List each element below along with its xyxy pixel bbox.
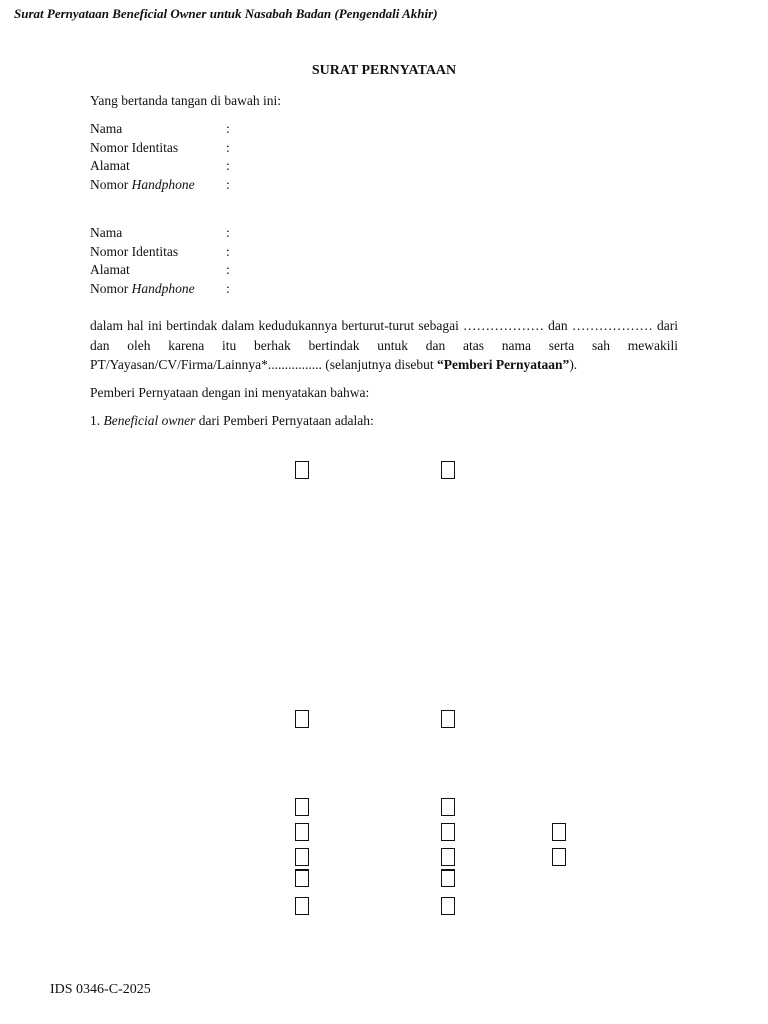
checkbox[interactable] xyxy=(295,461,309,479)
item-1-rest: dari Pemberi Pernyataan adalah: xyxy=(195,413,374,428)
document-code: IDS 0346-C-2025 xyxy=(50,982,151,997)
checkbox[interactable] xyxy=(441,461,455,479)
signer-2-address-label: Alamat xyxy=(90,262,130,277)
checkbox[interactable] xyxy=(441,848,455,866)
signer-2-phone-label xyxy=(90,281,195,297)
signer-1-name-label: Nama xyxy=(90,121,123,136)
intro-text: Yang bertanda tangan di bawah ini: xyxy=(90,93,281,108)
statement-intro: Pemberi Pernyataan dengan ini menyatakan bahwa: xyxy=(90,385,370,400)
capacity-line-3 xyxy=(90,357,577,373)
checkbox[interactable] xyxy=(552,848,566,866)
checkbox[interactable] xyxy=(295,710,309,728)
capacity-line-1: dalam hal ini bertindak dalam kedudukannya berturut-turut sebagai ……………… dan ……………… dari xyxy=(90,318,678,333)
signer-1-address-colon: : xyxy=(226,158,230,173)
signer-1-id-label: Nomor Identitas xyxy=(90,140,179,155)
checkbox[interactable] xyxy=(295,848,309,866)
checkbox[interactable] xyxy=(441,710,455,728)
capacity-line-2: dan oleh karena itu berhak bertindak untuk dan atas nama serta sah mewakili xyxy=(90,338,678,353)
signer-2-id-colon: : xyxy=(226,244,230,259)
signer-1-address-label: Alamat xyxy=(90,158,130,173)
checkbox[interactable] xyxy=(295,823,309,841)
checkbox[interactable] xyxy=(441,798,455,816)
checkbox[interactable] xyxy=(295,897,309,915)
checkbox[interactable] xyxy=(441,869,455,887)
signer-2-name-colon: : xyxy=(226,225,230,240)
signer-1-id-colon: : xyxy=(226,140,230,155)
signer-2-address-colon: : xyxy=(226,262,230,277)
signer-2-phone-label-italic: Handphone xyxy=(131,281,195,296)
capacity-line-3-prefix: PT/Yayasan/CV/Firma/Lainnya*................ (selanjutnya disebut xyxy=(90,357,437,372)
checkbox[interactable] xyxy=(441,897,455,915)
signer-2-phone-label-prefix: Nomor xyxy=(90,281,132,296)
signer-1-phone-label-prefix: Nomor xyxy=(90,177,132,192)
signer-1-phone-label xyxy=(90,177,195,193)
signer-1-name-colon: : xyxy=(226,121,230,136)
checkbox[interactable] xyxy=(295,798,309,816)
item-1-number: 1. xyxy=(90,413,104,428)
signer-2-name-label: Nama xyxy=(90,225,123,240)
capacity-line-3-suffix: ). xyxy=(569,357,578,372)
pemberi-pernyataan-term: “Pemberi Pernyataan” xyxy=(436,357,570,372)
checkbox[interactable] xyxy=(552,823,566,841)
signer-1-phone-label-italic: Handphone xyxy=(131,177,195,192)
signer-2-id-label: Nomor Identitas xyxy=(90,244,179,259)
form-header-title: Surat Pernyataan Beneficial Owner untuk Nasabah Badan (Pengendali Akhir) xyxy=(14,6,438,21)
checkbox[interactable] xyxy=(295,869,309,887)
signer-1-phone-colon: : xyxy=(226,177,230,192)
item-1-beneficial-owner: Beneficial owner xyxy=(103,413,196,428)
item-1-text xyxy=(90,413,374,429)
checkbox[interactable] xyxy=(441,823,455,841)
document-title: SURAT PERNYATAAN xyxy=(311,63,457,78)
signer-2-phone-colon: : xyxy=(226,281,230,296)
